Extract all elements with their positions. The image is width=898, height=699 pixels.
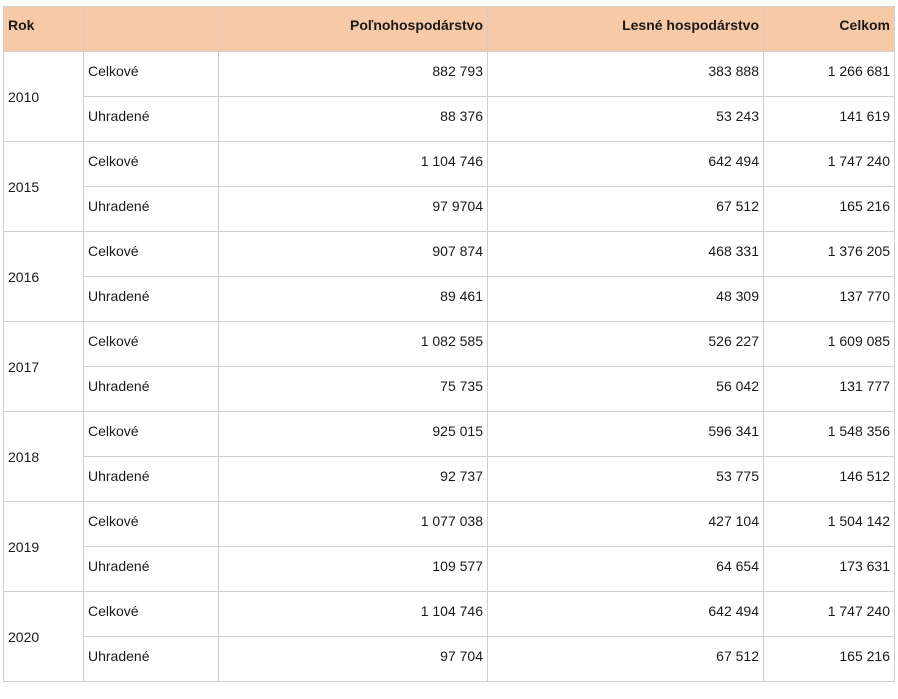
row-type-cell: Celkové <box>84 142 219 187</box>
agriculture-cell: 92 737 <box>219 457 488 502</box>
table-row <box>4 367 895 412</box>
table-row <box>4 187 895 232</box>
row-type-cell: Uhradené <box>84 547 219 592</box>
row-type-cell: Celkové <box>84 322 219 367</box>
total-cell: 1 266 681 <box>764 52 895 97</box>
year-cell: 2010 <box>4 52 84 142</box>
agriculture-cell: 925 015 <box>219 412 488 457</box>
table-row <box>4 412 895 457</box>
row-type-cell: Celkové <box>84 412 219 457</box>
table-row <box>4 592 895 637</box>
forestry-cell: 64 654 <box>488 547 764 592</box>
header-row <box>4 7 895 52</box>
year-cell: 2015 <box>4 142 84 232</box>
row-type-cell: Uhradené <box>84 187 219 232</box>
table-row <box>4 232 895 277</box>
total-cell: 146 512 <box>764 457 895 502</box>
agriculture-cell: 97 704 <box>219 637 488 682</box>
total-cell: 1 548 356 <box>764 412 895 457</box>
table-body <box>4 52 895 682</box>
year-cell: 2018 <box>4 412 84 502</box>
agriculture-cell: 88 376 <box>219 97 488 142</box>
row-type-cell: Celkové <box>84 592 219 637</box>
agriculture-cell: 109 577 <box>219 547 488 592</box>
row-type-cell: Celkové <box>84 232 219 277</box>
row-type-cell: Uhradené <box>84 97 219 142</box>
forestry-cell: 427 104 <box>488 502 764 547</box>
table-row <box>4 322 895 367</box>
agriculture-cell: 75 735 <box>219 367 488 412</box>
forestry-cell: 67 512 <box>488 637 764 682</box>
header-total: Celkom <box>764 7 895 52</box>
forestry-cell: 468 331 <box>488 232 764 277</box>
forestry-cell: 53 775 <box>488 457 764 502</box>
table-row <box>4 142 895 187</box>
total-cell: 1 747 240 <box>764 592 895 637</box>
row-type-cell: Uhradené <box>84 277 219 322</box>
forestry-cell: 642 494 <box>488 592 764 637</box>
header-type <box>84 7 219 52</box>
table-row <box>4 502 895 547</box>
agriculture-cell: 1 104 746 <box>219 142 488 187</box>
total-cell: 1 376 205 <box>764 232 895 277</box>
forestry-cell: 596 341 <box>488 412 764 457</box>
row-type-cell: Celkové <box>84 502 219 547</box>
forestry-cell: 56 042 <box>488 367 764 412</box>
year-cell: 2017 <box>4 322 84 412</box>
total-cell: 141 619 <box>764 97 895 142</box>
row-type-cell: Uhradené <box>84 637 219 682</box>
total-cell: 165 216 <box>764 637 895 682</box>
agriculture-cell: 907 874 <box>219 232 488 277</box>
table-row <box>4 637 895 682</box>
forestry-cell: 67 512 <box>488 187 764 232</box>
table-row <box>4 52 895 97</box>
row-type-cell: Uhradené <box>84 367 219 412</box>
agriculture-cell: 1 082 585 <box>219 322 488 367</box>
table-row <box>4 457 895 502</box>
row-type-cell: Uhradené <box>84 457 219 502</box>
agriculture-cell: 89 461 <box>219 277 488 322</box>
row-type-cell: Celkové <box>84 52 219 97</box>
agriculture-cell: 97 9704 <box>219 187 488 232</box>
table-row <box>4 97 895 142</box>
total-cell: 131 777 <box>764 367 895 412</box>
total-cell: 165 216 <box>764 187 895 232</box>
year-cell: 2019 <box>4 502 84 592</box>
total-cell: 173 631 <box>764 547 895 592</box>
forestry-cell: 383 888 <box>488 52 764 97</box>
forestry-cell: 48 309 <box>488 277 764 322</box>
table-row <box>4 547 895 592</box>
agriculture-cell: 1 077 038 <box>219 502 488 547</box>
forestry-cell: 526 227 <box>488 322 764 367</box>
forestry-cell: 642 494 <box>488 142 764 187</box>
year-cell: 2020 <box>4 592 84 682</box>
agriculture-cell: 1 104 746 <box>219 592 488 637</box>
year-cell: 2016 <box>4 232 84 322</box>
header-agriculture: Poľnohospodárstvo <box>219 7 488 52</box>
forestry-cell: 53 243 <box>488 97 764 142</box>
agriculture-cell: 882 793 <box>219 52 488 97</box>
header-forestry: Lesné hospodárstvo <box>488 7 764 52</box>
total-cell: 1 747 240 <box>764 142 895 187</box>
table-row <box>4 277 895 322</box>
total-cell: 1 504 142 <box>764 502 895 547</box>
header-year: Rok <box>4 7 84 52</box>
data-table <box>3 6 895 682</box>
total-cell: 1 609 085 <box>764 322 895 367</box>
total-cell: 137 770 <box>764 277 895 322</box>
